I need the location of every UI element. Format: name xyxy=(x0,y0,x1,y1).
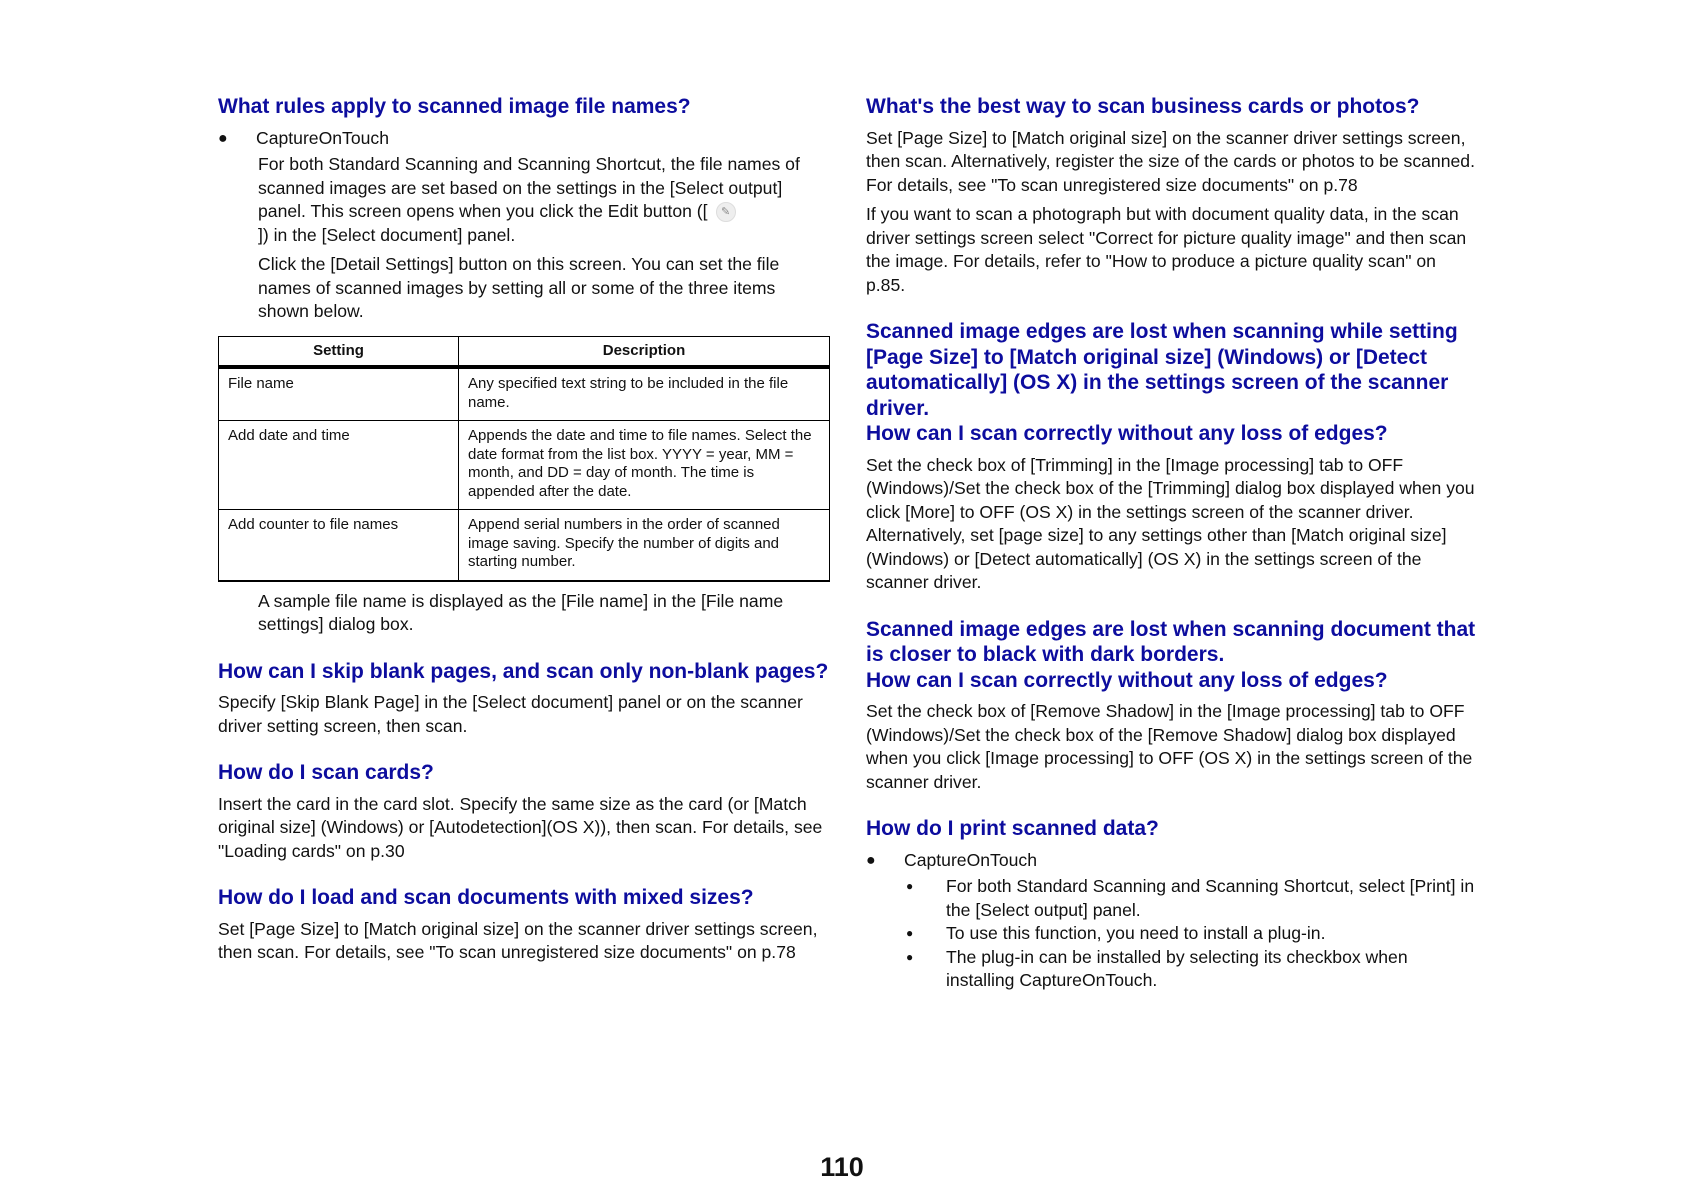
faq-scan-cards xyxy=(218,760,830,863)
paragraph: If you want to scan a photograph but with document quality data, in the scan driver settings screen select "Correct for picture quality image" and then scan the image. For details, refer to "How to produce a picture quality scan" on p.85. xyxy=(866,204,1467,295)
faq-print xyxy=(866,816,1478,993)
bullet-icon: ● xyxy=(906,926,914,940)
faq-subheading: How can I scan correctly without any loss of edges? xyxy=(866,422,1388,445)
edit-pencil-icon: ✎ xyxy=(716,202,736,222)
paragraph: Set the check box of [Trimming] in the [Image processing] tab to OFF (Windows)/Set the check box of the [Trimming] dialog box displayed when you click [More] to OFF (OS X) in the settings screen of the scanner driver. Alternatively, set [page size] to any settings other than [Match original size] (Windows) or [Detect automatically] (OS X) in the settings screen of the scanner driver. xyxy=(866,454,1475,592)
sub-bullet-item xyxy=(904,875,1478,922)
faq-heading: How do I load and scan documents with mixed sizes? xyxy=(218,886,754,909)
table-cell: Appends the date and time to file names. Select the date format from the list box. YYYY = year, MM = month, and DD = day of month. The time is appended after the date. xyxy=(459,421,830,510)
column-header: Setting xyxy=(219,336,459,367)
faq-heading: What rules apply to scanned image file names? xyxy=(218,95,691,118)
paragraph: Specify [Skip Blank Page] in the [Select document] panel or on the scanner driver setting screen, then scan. xyxy=(218,692,803,736)
bullet-label: CaptureOnTouch xyxy=(904,849,1038,870)
bullet-icon: ● xyxy=(218,129,228,147)
faq-mixed-sizes xyxy=(218,885,830,965)
text: ]) in the [Select document] panel. xyxy=(258,224,516,245)
paragraph: Set [Page Size] to [Match original size] on the scanner driver settings screen, then scan. Alternatively, register the size of the cards or photos to be scanned. For details, see "To scan unregistered size documents" on p.78 xyxy=(866,127,1475,195)
faq-heading: What's the best way to scan business cards or photos? xyxy=(866,95,1420,118)
faq-heading: How do I print scanned data? xyxy=(866,817,1159,840)
right-column xyxy=(866,94,1478,1015)
left-column xyxy=(218,94,830,987)
bullet-item xyxy=(218,127,830,151)
paragraph: Insert the card in the card slot. Specify the same size as the card (or [Match original size] (Windows) or [Autodetection](OS X)), then scan. For details, see "Loading cards" on p.30 xyxy=(218,793,823,861)
file-name-settings-table xyxy=(218,336,830,582)
column-header: Description xyxy=(459,336,830,367)
bullet-icon: ● xyxy=(906,949,914,964)
sub-bullet-text: For both Standard Scanning and Scanning Shortcut, select [Print] in the [Select output] panel. xyxy=(946,876,1475,920)
faq-business-cards xyxy=(866,94,1478,297)
table-row xyxy=(219,510,830,581)
paragraph: Click the [Detail Settings] button on this screen. You can set the file names of scanned images by setting all or some of the three items shown below. xyxy=(258,254,780,321)
bullet-icon: ● xyxy=(866,851,876,869)
faq-edges-lost-match-size xyxy=(866,319,1478,595)
table-cell: File name xyxy=(219,367,459,421)
table-cell: Add counter to file names xyxy=(219,510,459,581)
table-row xyxy=(219,421,830,510)
faq-edges-lost-dark-borders xyxy=(866,617,1478,795)
faq-heading: How can I skip blank pages, and scan only non-blank pages? xyxy=(218,659,829,683)
sub-bullet-item xyxy=(904,922,1478,946)
page-number: 110 xyxy=(820,1152,864,1182)
table-header-row xyxy=(219,336,830,367)
sub-bullet-text: To use this function, you need to install a plug-in. xyxy=(946,923,1326,943)
paragraph: A sample file name is displayed as the [File name] in the [File name settings] dialog box. xyxy=(258,590,784,634)
sub-bullet-text: The plug-in can be installed by selecting its checkbox when installing CaptureOnTouch. xyxy=(946,946,1408,990)
faq-skip-blank xyxy=(218,659,830,739)
table-cell: Any specified text string to be included in the file name. xyxy=(459,367,830,421)
faq-heading: How do I scan cards? xyxy=(218,761,434,784)
table-row xyxy=(219,367,830,421)
faq-file-names xyxy=(218,94,830,637)
bullet-icon: ● xyxy=(906,879,914,893)
paragraph xyxy=(258,153,830,247)
paragraph: Set [Page Size] to [Match original size] on the scanner driver settings screen, then scan. For details, see "To scan unregistered size documents" on p.78 xyxy=(218,918,818,962)
table-cell: Add date and time xyxy=(219,421,459,510)
text: For both Standard Scanning and Scanning Shortcut, the file names of scanned images are set based on the settings in the [Select output] panel. This screen opens when you click the Edit button ([ xyxy=(258,154,800,221)
sub-bullet-item xyxy=(904,946,1478,993)
bullet-label: CaptureOnTouch xyxy=(256,127,390,148)
bullet-item xyxy=(866,849,1478,873)
faq-heading: Scanned image edges are lost when scanning while setting [Page Size] to [Match original size] (Windows) or [Detect automatically] (OS X) in the settings screen of the scanner driver. xyxy=(866,320,1458,420)
table-cell: Append serial numbers in the order of scanned image saving. Specify the number of digits and starting number. xyxy=(459,510,830,581)
faq-heading: Scanned image edges are lost when scanning document that is closer to black with dark borders. xyxy=(866,617,1476,666)
faq-subheading: How can I scan correctly without any loss of edges? xyxy=(866,668,1388,692)
paragraph: Set the check box of [Remove Shadow] in the [Image processing] tab to OFF (Windows)/Set the check box of the [Remove Shadow] dialog box displayed when you click [Image processing] to OFF (OS X) in the settings screen of the scanner driver. xyxy=(866,701,1473,792)
